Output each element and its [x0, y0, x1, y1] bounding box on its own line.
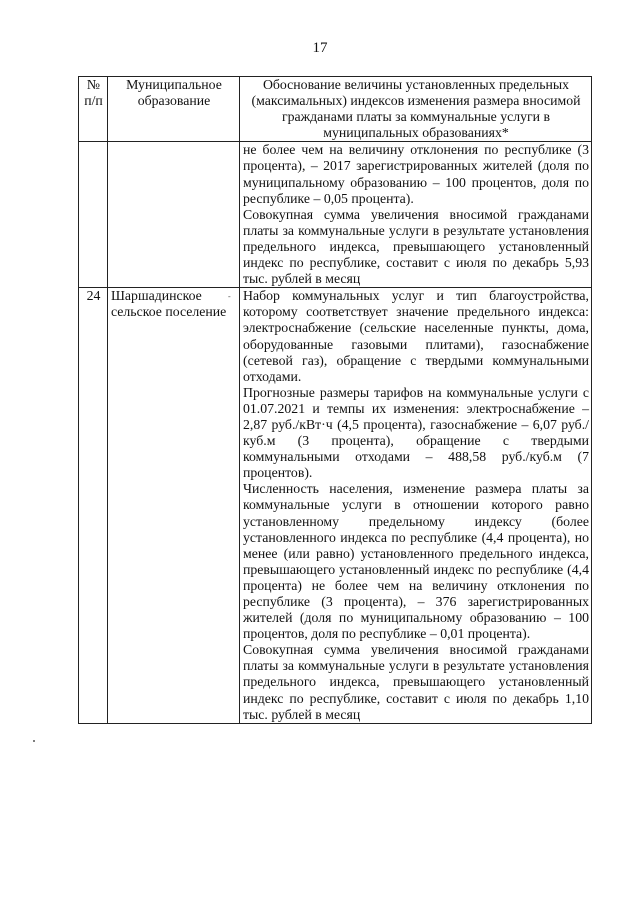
row-justification — [240, 288, 592, 724]
row-justification — [240, 142, 592, 288]
justification-paragraph: Совокупная сумма увеличения вносимой гражданами платы за коммунальные услуги в результате установления предельного индекса, превышающего установленный индекс по республике, составит с июля по декабрь 1,10 тыс. рублей в месяц — [243, 642, 589, 722]
stray-dash-mark: - — [228, 292, 231, 301]
row-number: 24 — [79, 288, 108, 724]
indices-table — [78, 76, 592, 724]
header-number: № п/п — [79, 77, 108, 142]
row-municipality — [108, 142, 240, 288]
justification-paragraph: Совокупная сумма увеличения вносимой гражданами платы за коммунальные услуги в результате установления предельного индекса, превышающего установленный индекс по республике, составит с июля по декабрь 5,93 тыс. рублей в месяц — [243, 206, 589, 287]
justification-paragraph: Прогнозные размеры тарифов на коммунальные услуги с 01.07.2021 и темпы их изменения: электроснабжение – 2,87 руб./кВт·ч (4,5 процента), газоснабжение – 6,07 руб./куб.м (3 процента), обращение с твердыми коммунальными отходами – 488,58 руб./куб.м (7 процентов). — [243, 384, 589, 481]
justification-paragraph: Численность населения, изменение размера платы за коммунальные услуги в отношении которого равно установленному предельному индексу (более установленного индекса по республике (4,4 процента), но менее (или равно) установленного предельного индекса, превышающего установленный индекс по республике (4,4 процента) не более чем на величину отклонения по республике (3 процента), – 376 зарегистрированных жителей (доля по муниципальному образованию – 100 процентов, доля по республике – 0,01 процента). — [243, 481, 589, 642]
table-row — [79, 142, 592, 288]
page-number: 17 — [312, 40, 328, 56]
table-header-row — [79, 77, 592, 142]
justification-paragraph: Набор коммунальных услуг и тип благоустройства, которому соответствует значение предельного индекса: электроснабжение (сельские населенные пункты, дома, оборудованные газовыми плитами), газоснабжение (сетевой газ), обращение с твердыми коммунальными отходами. — [243, 288, 589, 384]
header-municipality: Муниципальное образование — [108, 77, 240, 142]
table-row — [79, 288, 592, 724]
justification-paragraph: не более чем на величину отклонения по республике (3 процента), – 2017 зарегистрированных жителей (доля по муниципальному образованию – 100 процентов, доля по республике – 0,05 процента). — [243, 142, 589, 206]
header-justification: Обоснование величины установленных предельных (максимальных) индексов изменения размера вносимой гражданами платы за коммунальные услуги в муниципальных образованиях* — [240, 77, 592, 142]
row-municipality: Шаршадинское сельское поселение — [108, 288, 240, 724]
row-number — [79, 142, 108, 288]
margin-dot — [33, 740, 35, 742]
